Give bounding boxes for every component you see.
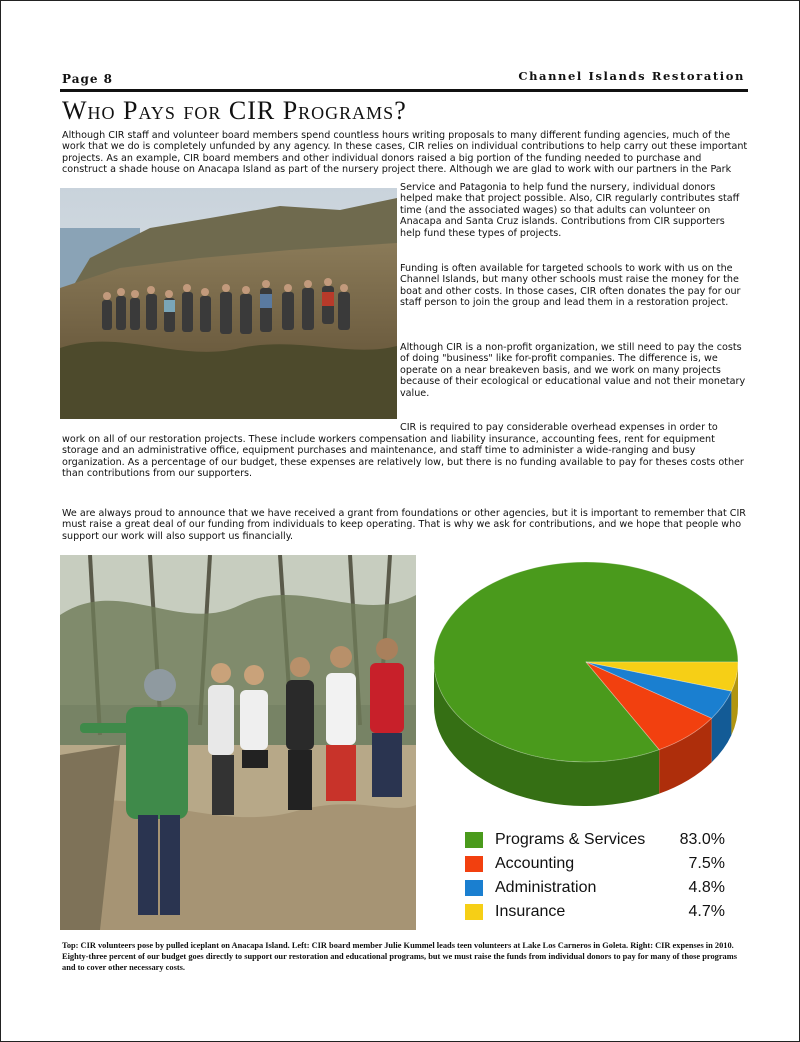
paragraph-overhead-start: CIR is required to pay considerable overhead expenses in order to bbox=[400, 422, 718, 433]
paragraph-nursery: Service and Patagonia to help fund the nursery, individual donors helped make that project possible. Also, CIR regularly contributes staff time (and the associated wages) so that adults can volunteer on Anacapa and Santa Cruz islands. Contributions from CIR supporters help fund these types of projects. bbox=[400, 182, 740, 239]
paragraph-grants: We are always proud to announce that we have received a grant from foundations or other agencies, but it is important to remember that CIR must raise a great deal of our funding from individuals to keep operating. That is why we ask for contributions, and we hope that people who support our work will also support us financially. bbox=[62, 508, 746, 542]
legend-label-programs: Programs & Services bbox=[495, 831, 646, 848]
legend-item-insurance bbox=[465, 900, 725, 924]
expenses-pie-chart bbox=[428, 552, 748, 832]
paragraph-schools: Funding is often available for targeted schools to work with us on the Channel Islands, but many other schools must raise the money for the boat and other costs. In those cases, CIR often donates the pay for our staff person to join the group and lead them in a restoration project. bbox=[400, 263, 741, 309]
paragraph-nonprofit: Although CIR is a non-profit organization, we still need to pay the costs of doing "business" like for-profit companies. The difference is, we operate on a near breakeven basis, and we work on many projects because of their ecological or educational value and not their monetary value. bbox=[400, 342, 746, 399]
legend-item-accounting bbox=[465, 852, 725, 876]
legend-value-administration: 4.8% bbox=[688, 879, 725, 896]
legend-item-administration bbox=[465, 876, 725, 900]
article-title: Who Pays for CIR Programs? bbox=[62, 96, 407, 125]
pie-svg bbox=[428, 552, 748, 832]
legend-item-programs bbox=[465, 828, 725, 852]
running-head: Channel Islands Restoration bbox=[518, 69, 745, 83]
legend-value-insurance: 4.7% bbox=[688, 903, 725, 920]
legend-value-programs: 83.0% bbox=[679, 831, 725, 848]
paragraph-intro: Although CIR staff and volunteer board members spend countless hours writing proposals to many different funding agencies, much of the work that we do is completely unfunded by any agency. In these cases, CIR relies on individual contributions to help carry out these important projects. As an example, CIR board members and other individual donors raised a big portion of the funding needed to purchase and construct a shade house on Anacapa Island as part of the nursery project there. Although we are glad to work with our partners in the Park bbox=[62, 130, 748, 176]
legend-swatch-accounting bbox=[465, 856, 483, 872]
photo-anacapa-volunteers bbox=[60, 188, 397, 419]
paragraph-overhead: work on all of our restoration projects. These include workers compensation and liability insurance, accounting fees, rent for equipment storage and an administrative office, equipment purchases and maintenance, and staff time to administer a wide-ranging and busy organization. As a percentage of our budget, these expenses are relatively low, but there is no funding available to pay for theses costs other than contributions from our supporters. bbox=[62, 434, 744, 480]
legend-label-accounting: Accounting bbox=[495, 855, 575, 872]
legend-swatch-programs bbox=[465, 832, 483, 848]
legend-label-administration: Administration bbox=[495, 879, 597, 896]
legend-value-accounting: 7.5% bbox=[688, 855, 725, 872]
page-number: Page 8 bbox=[62, 72, 114, 86]
photo-caption: Top: CIR volunteers pose by pulled iceplant on Anacapa Island. Left: CIR board member Julie Kummel leads teen volunteers at Lake Los Carneros in Goleta. Right: CIR expenses in 2010. Eighty-three percent of our budget goes directly to support our restoration and educational programs, but we must raise the funds from individual donors to pay for many of those programs and to cover other necessary costs. bbox=[62, 941, 737, 972]
photo-teen-volunteers bbox=[60, 555, 416, 930]
legend-swatch-insurance bbox=[465, 904, 483, 920]
pie-legend bbox=[465, 828, 725, 924]
legend-label-insurance: Insurance bbox=[495, 903, 566, 920]
legend-swatch-administration bbox=[465, 880, 483, 896]
header-rule bbox=[60, 89, 748, 92]
